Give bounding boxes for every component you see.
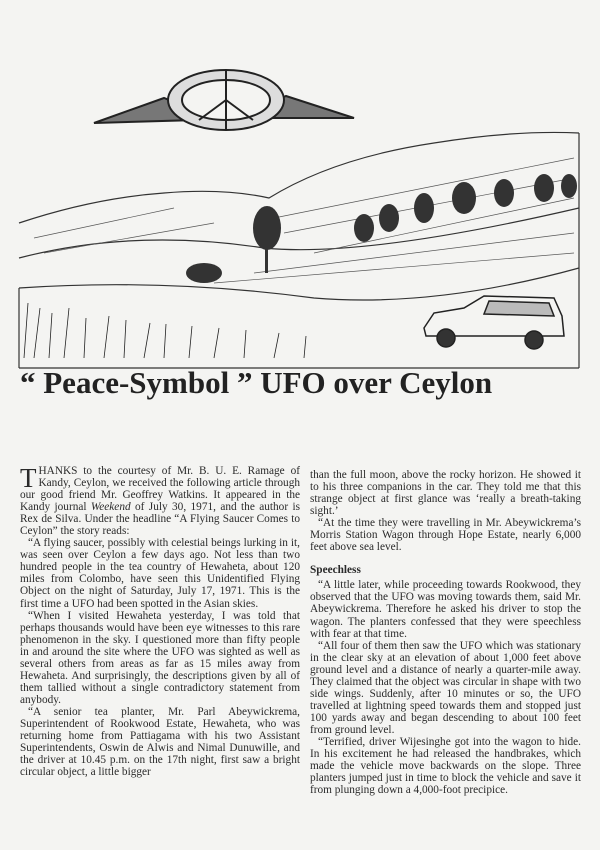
drop-cap: T [20, 463, 37, 493]
paragraph: “A little later, while proceeding towards Rookwood, they observed that the UFO was moving towards them, said Mr. Abeywickrema. Therefore he asked his driver to stop the wagon. The planters confessed that they were speechless with fear at that time. [310, 579, 581, 640]
ufo-drawing [94, 70, 354, 130]
paragraph: “A flying saucer, possibly with celestial beings lurking in it, was seen over Ceylon a few days ago. Not less than two hundred people in the tea country of Hewaheta, about 120 miles from Colombo, have seen this Unidentified Flying Object on the night of Saturday, July 17, 1971. This is the first time a UFO had been spotted in the Asian skies. [20, 537, 300, 610]
subheading: Speechless [310, 564, 361, 577]
paragraph: than the full moon, above the rocky horizon. He showed it to his three companions in the car. They told me that this strange object at first glance was ‘really a breath-taking sight.’ [310, 469, 581, 518]
station-wagon-drawing [424, 296, 564, 349]
intro-tail: of July 30, 1971, and the author is Rex de Silva. Under the headline “A Flying Saucer Comes to Ceylon” the story reads: [20, 501, 300, 538]
journal-name: Weekend [90, 501, 131, 514]
paragraph: “Terrified, driver Wijesinghe got into the wagon to hide. In his excitement he had released the handbrakes, which made the vehicle move backwards on the slope. Three planters jumped just in time to block the vehicle and save it from plunging down a 4,000-foot precipice. [310, 735, 581, 797]
paragraph: “At the time they were travelling in Mr. Abeywickrema’s Morris Station Wagon through Hope Estate, nearly 6,000 feet above sea level. [310, 517, 581, 554]
ufo-landscape-illustration [14, 58, 586, 373]
article-column-right [310, 469, 581, 796]
intro-text: HANKS to the courtesy of Mr. B. U. E. Ramage of Kandy, Ceylon, we received the following article through our good friend Mr. Geoffrey Watkins. It appeared in the Kandy journal [20, 465, 300, 514]
paragraph: “A senior tea planter, Mr. Parl Abeywickrema, Superintendent of Rookwood Estate, Hewaheta, who was returning home from Pattiagama with his two Assistant Superintendents, Oswin de Alwis and Nimal Dunuwille, and the driver at 10.45 p.m. on the 17th night, first saw a bright circular object, a little bigger [20, 705, 300, 779]
grass [24, 303, 306, 358]
trees [186, 174, 577, 283]
intro-paragraph [20, 465, 300, 537]
paragraph: “When I visited Hewaheta yesterday, I was told that perhaps thousands would have been eye witnesses to this rare phenomenon in the sky. I questioned more than fifty people in and around the site where the UFO was sighted as well as several others from areas as far as 15 miles away from Hewaheta. And surprisingly, the descriptions given by all of them tallied without a single contradictory statement from anybody. [20, 609, 300, 706]
article-column-left [20, 465, 300, 778]
paragraph: “All four of them then saw the UFO which was stationary in the clear sky at an elevation of about 1,000 feet above ground level and a distance of nearly a quarter-mile away. They claimed that the object was circular in shape with two side wings. Suddenly, after 10 minutes or so, the UFO travelled at lightning speed towards them and stopped just 100 yards away and began descending to about 100 feet from ground level. [310, 639, 581, 736]
article-title: “ Peace-Symbol ” UFO over Ceylon [20, 365, 493, 400]
